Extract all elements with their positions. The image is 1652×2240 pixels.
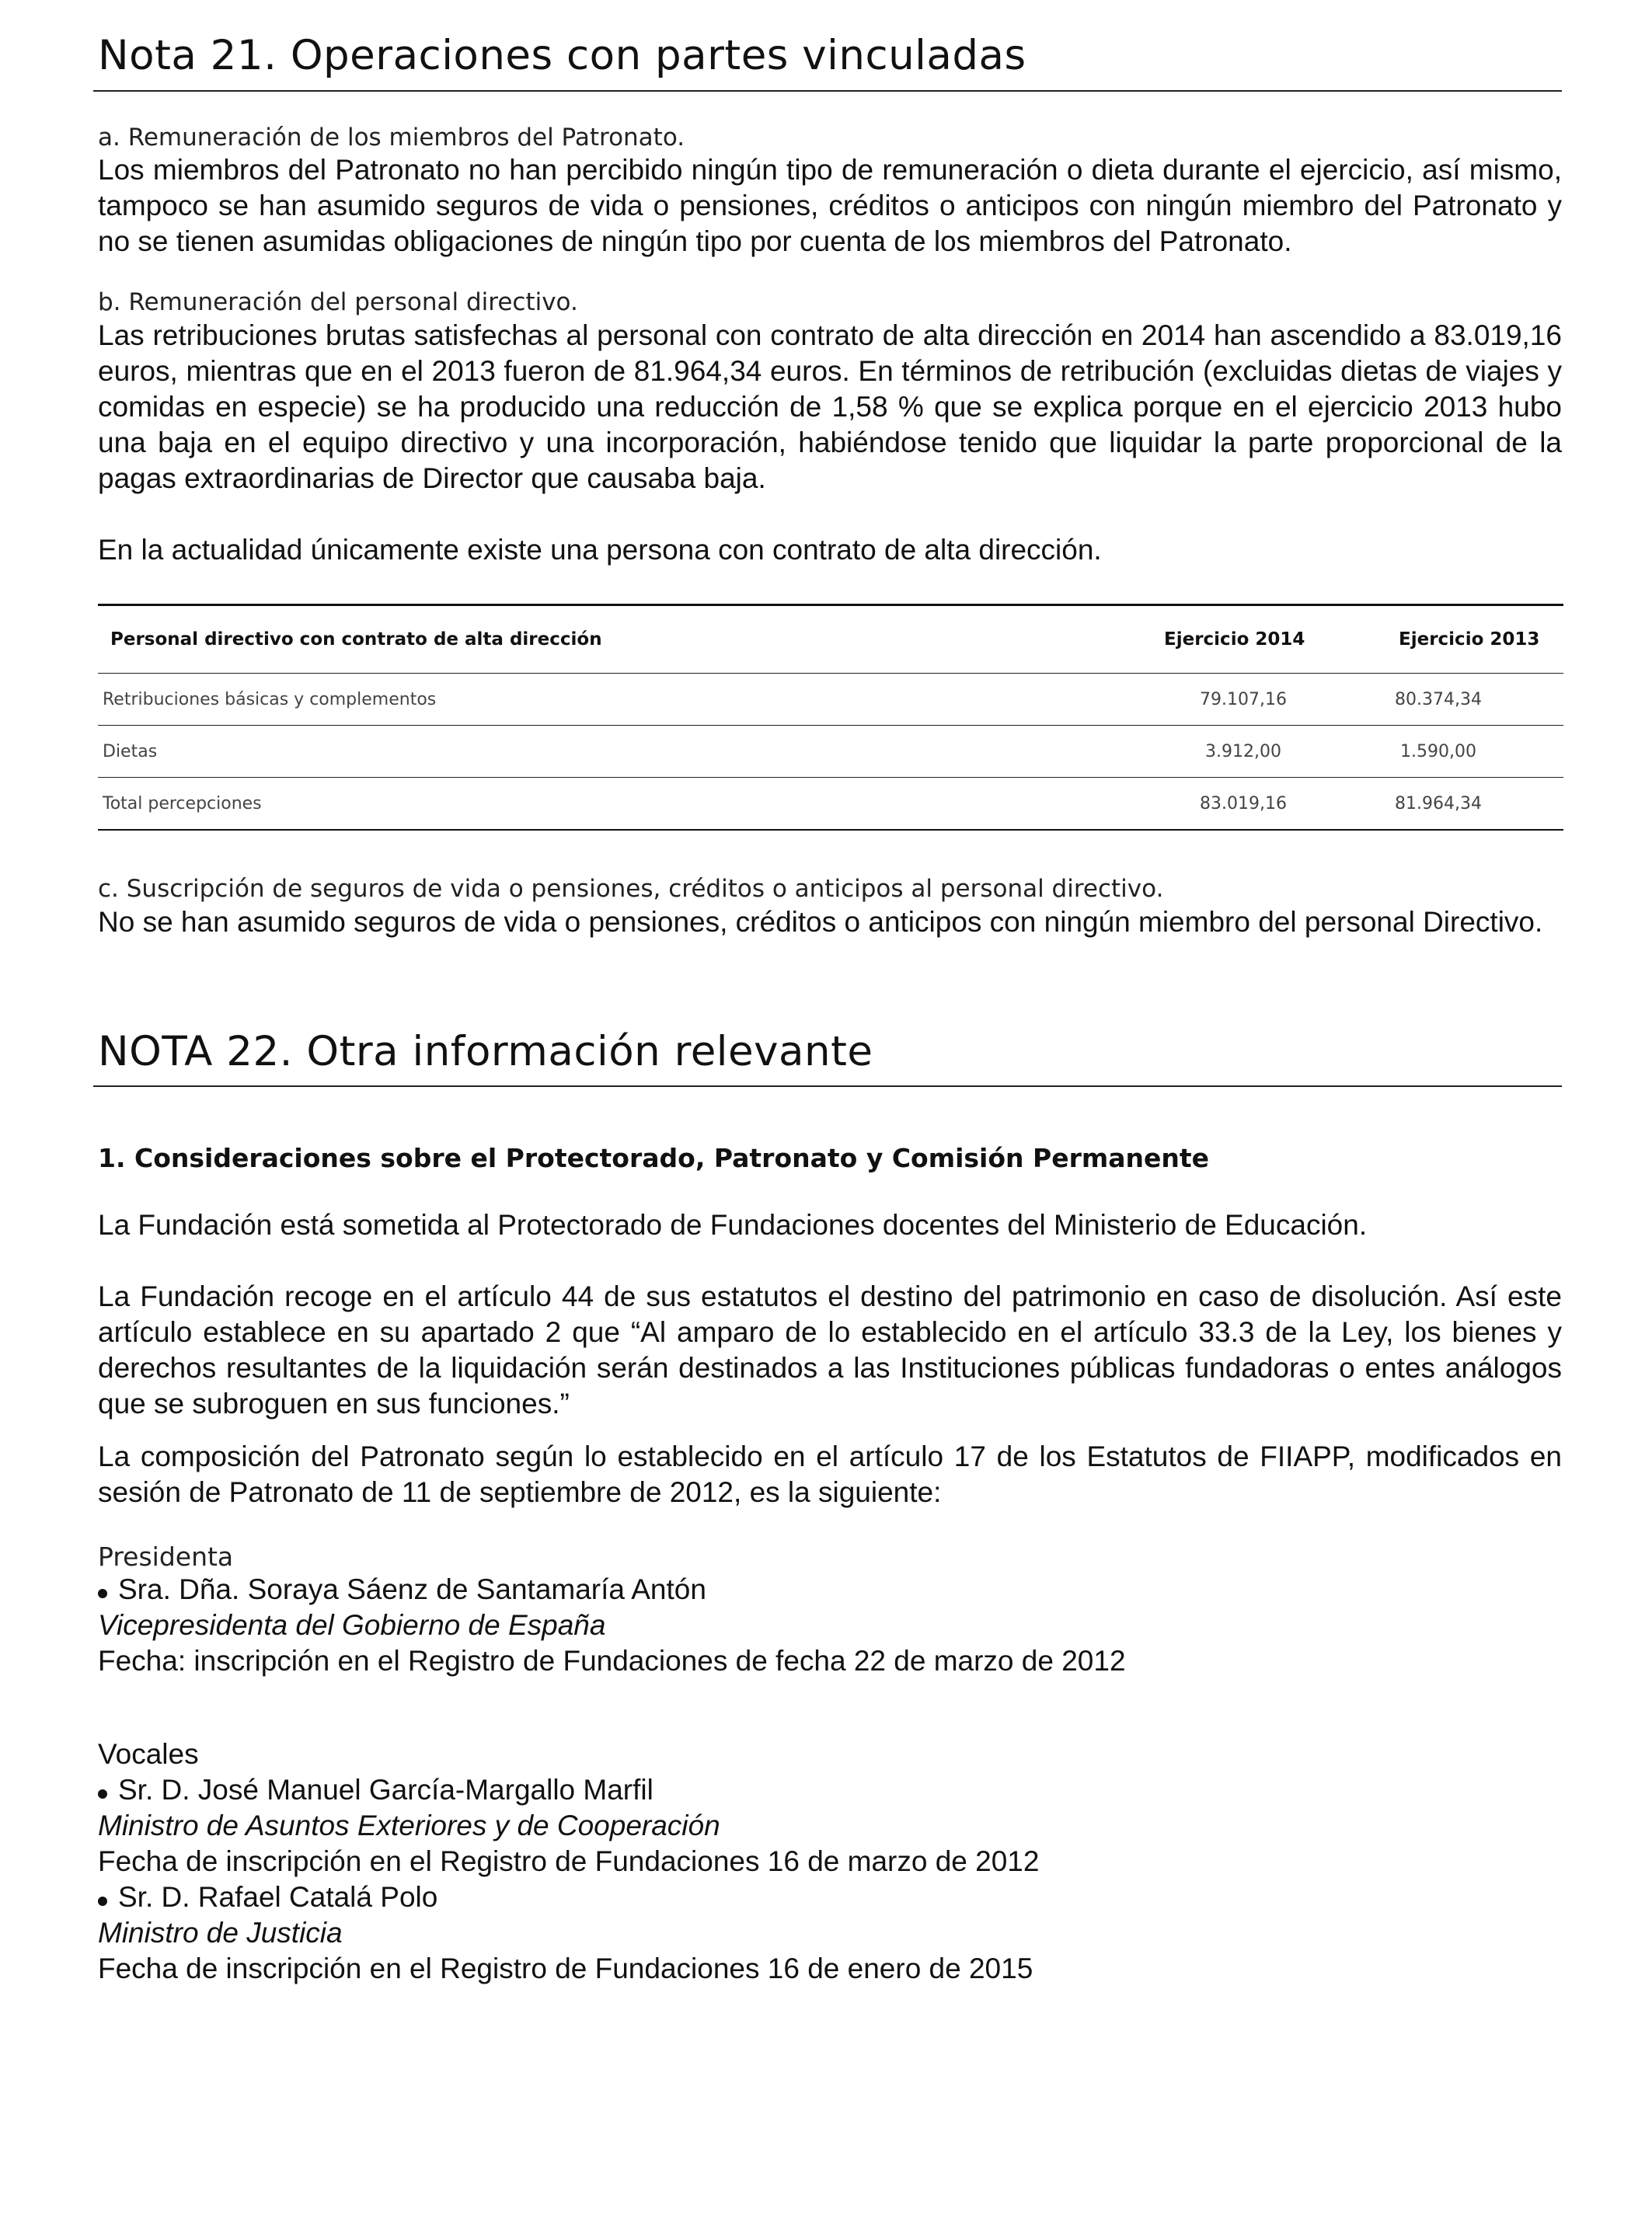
- row-value-2013: 81.964,34: [1395, 793, 1482, 813]
- bullet-icon: [98, 1897, 107, 1906]
- row-label: Dietas: [103, 741, 158, 761]
- row-label: Total percepciones: [103, 793, 262, 813]
- note22-sub1: 1. Consideraciones sobre el Protectorado, Patronato y Comisión Permanente: [98, 1143, 1210, 1174]
- note22-p2: La Fundación recoge en el artículo 44 de sus estatutos el destino del patrimonio en caso de disolución. Así este artículo establece en su apartado 2 que “Al amparo de lo establecido en el artículo 33.3 de la Ley, los bienes y derechos resultantes de la liquidación serán destinados a las Instituciones públicas fundadoras o entes análogos que se subroguen en sus funciones.”: [98, 1280, 1562, 1420]
- row-value-2014: 79.107,16: [1200, 689, 1287, 709]
- vocales-label: Vocales: [98, 1738, 199, 1771]
- note21-b-label: b. Remuneración del personal directivo.: [98, 288, 578, 317]
- vocal-date: Fecha de inscripción en el Registro de Fundaciones 16 de enero de 2015: [98, 1953, 1033, 1985]
- vocal-name: [93, 1772, 1562, 1808]
- presidenta-date: Fecha: inscripción en el Registro de Fundaciones de fecha 22 de marzo de 2012: [98, 1645, 1126, 1677]
- table-header-2013: Ejercicio 2013: [1399, 629, 1540, 650]
- vocal-role: Ministro de Justicia: [98, 1917, 343, 1949]
- table-header-row: [98, 606, 1563, 674]
- note22-heading: NOTA 22. Otra información relevante: [93, 1027, 1562, 1088]
- presidenta-role: Vicepresidenta del Gobierno de España: [98, 1609, 606, 1642]
- table-row: [98, 778, 1563, 829]
- table-header-2014: Ejercicio 2014: [1164, 629, 1305, 650]
- note22-p3: La composición del Patronato según lo establecido en el artículo 17 de los Estatutos de FIIAPP, modificados en sesión de Patronato de 11 de septiembre de 2012, es la siguiente:: [98, 1440, 1562, 1509]
- table-row: [98, 726, 1563, 778]
- note21-b-text2: En la actualidad únicamente existe una persona con contrato de alta dirección.: [98, 534, 1102, 566]
- table-row: [98, 674, 1563, 726]
- presidenta-name: [93, 1572, 1562, 1608]
- bullet-icon: [98, 1589, 107, 1598]
- note21-c-text: No se han asumido seguros de vida o pensiones, créditos o anticipos con ningún miembro del personal Directivo.: [98, 905, 1543, 938]
- bullet-icon: [98, 1789, 107, 1799]
- row-value-2013: 80.374,34: [1395, 689, 1482, 709]
- row-value-2014: 3.912,00: [1205, 741, 1281, 761]
- document-page: [93, 0, 1562, 1987]
- note22-p1: La Fundación está sometida al Protectorado de Fundaciones docentes del Ministerio de Educación.: [98, 1209, 1368, 1242]
- note21-a-text: Los miembros del Patronato no han percibido ningún tipo de remuneración o dieta durante el ejercicio, así mismo, tampoco se han asumido seguros de vida o pensiones, créditos o anticipos con ningún miembro del Patronato y no se tienen asumidas obligaciones de ningún tipo por cuenta de los miembros del Patronato.: [98, 154, 1562, 258]
- row-value-2013: 1.590,00: [1400, 741, 1476, 761]
- vocal-role: Ministro de Asuntos Exteriores y de Cooperación: [98, 1810, 720, 1842]
- vocal-name-text: Sr. D. José Manuel García-Margallo Marfil: [118, 1774, 653, 1806]
- vocal-name-text: Sr. D. Rafael Catalá Polo: [118, 1881, 438, 1914]
- row-value-2014: 83.019,16: [1200, 793, 1287, 813]
- row-label: Retribuciones básicas y complementos: [103, 689, 437, 709]
- note21-a-label: a. Remuneración de los miembros del Patronato.: [98, 123, 685, 152]
- presidenta-name-text: Sra. Dña. Soraya Sáenz de Santamaría Antón: [118, 1573, 706, 1606]
- presidenta-label: Presidenta: [98, 1542, 234, 1573]
- note21-c-label: c. Suscripción de seguros de vida o pensiones, créditos o anticipos al personal directivo.: [98, 875, 1164, 904]
- vocal-date: Fecha de inscripción en el Registro de Fundaciones 16 de marzo de 2012: [98, 1845, 1040, 1878]
- directive-remuneration-table: [98, 604, 1563, 831]
- table-header-label: Personal directivo con contrato de alta dirección: [110, 629, 602, 650]
- note21-heading: Nota 21. Operaciones con partes vinculadas: [93, 31, 1562, 92]
- note21-b-text: Las retribuciones brutas satisfechas al personal con contrato de alta dirección en 2014 han ascendido a 83.019,16 euros, mientras que en el 2013 fueron de 81.964,34 euros. En términos de retribución (excluidas dietas de viajes y comidas en especie) se ha producido una reducción de 1,58 % que se explica porque en el ejercicio 2013 hubo una baja en el equipo directivo y una incorporación, habiéndose tenido que liquidar la parte proporcional de la pagas extraordinarias de Director que causaba baja.: [98, 319, 1562, 495]
- vocal-name: [93, 1879, 1562, 1915]
